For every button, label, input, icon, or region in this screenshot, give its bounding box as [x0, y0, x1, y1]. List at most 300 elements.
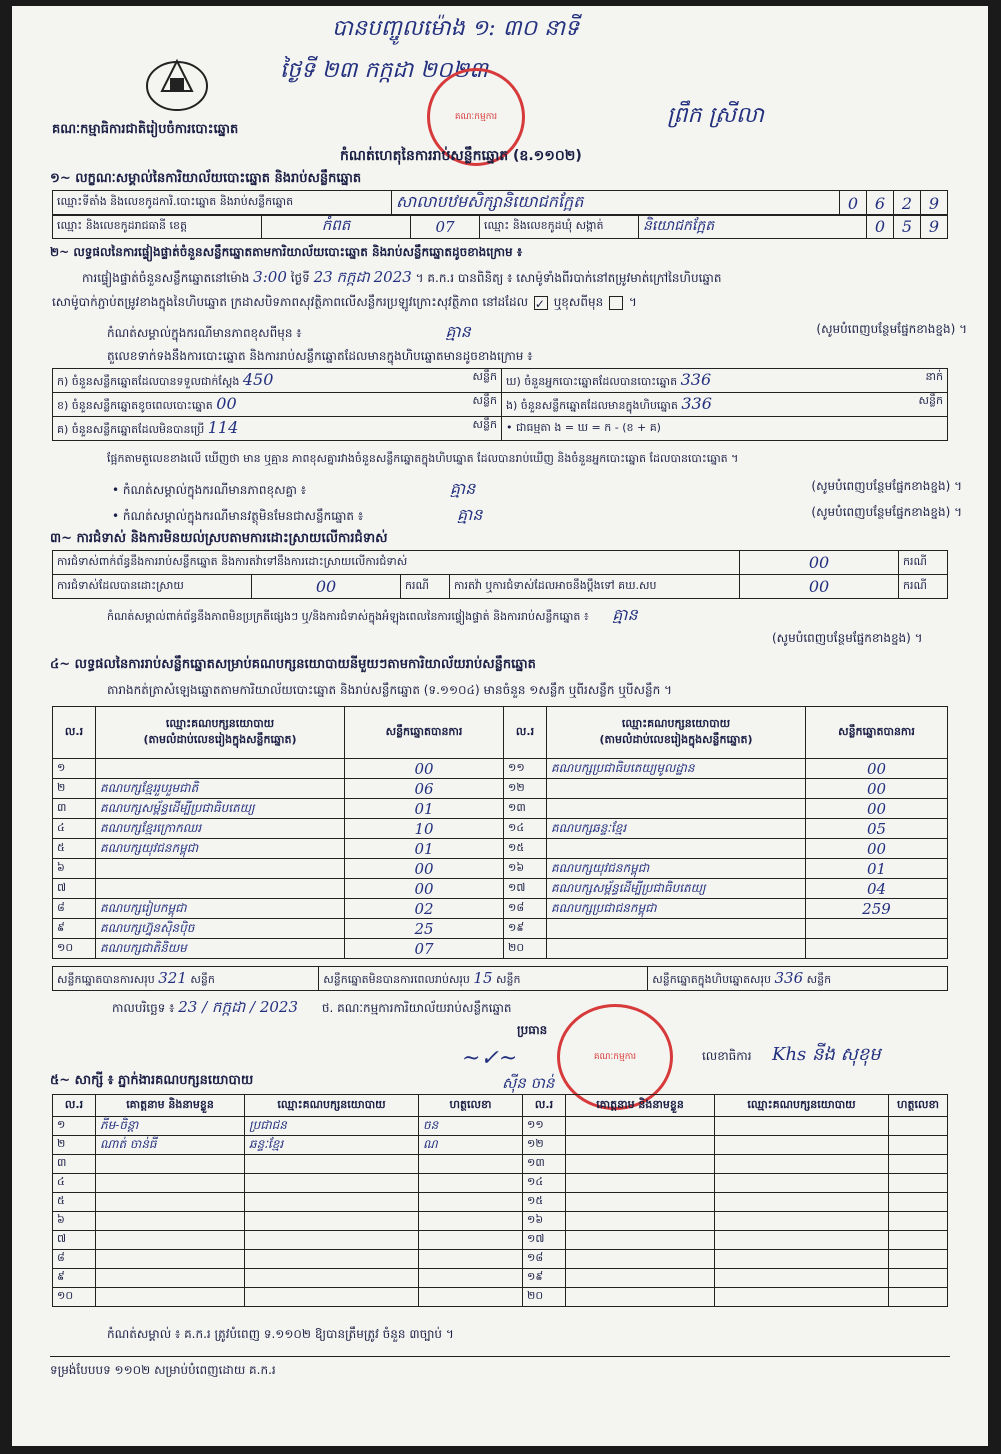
stamp-text: គណៈកម្មការ: [593, 1051, 637, 1062]
witness-sign-cell: [889, 1193, 948, 1212]
party-no-cell: ១៦: [504, 859, 547, 879]
party-no-cell: ១៣: [504, 799, 547, 819]
fill-hint: (សូមបំពេញបន្ថែមផ្នែកខាងខ្នង) ។: [811, 479, 962, 493]
witness-sign-cell: [889, 1212, 948, 1231]
objections-table: [52, 550, 948, 575]
party-votes-cell: 00: [806, 759, 948, 779]
objection-row2-label: ការជំទាស់ដែលបានដោះស្រាយ: [53, 575, 252, 599]
section1-table: [52, 190, 948, 216]
section2-heading: ២~ លទ្ធផលនៃការផ្ទៀងផ្ទាត់ចំនួនសន្លឹកឆ្នោតតាមការិយាល័យបោះឆ្នោត និងរាប់សន្លឹកឆ្នោតដូចខាងក្រោម ៖: [50, 245, 523, 259]
count-ng-value: 336: [681, 394, 712, 413]
witness-party-cell: [715, 1136, 889, 1155]
totals-table: [52, 966, 948, 991]
count-gh-label: ឃ) ចំនួនអ្នកបោះឆ្នោតដែលបានបោះឆ្នោត: [506, 375, 678, 388]
party-votes-cell: 07: [345, 939, 504, 959]
total-valid-label: សន្លឹកឆ្នោតបានការសរុប: [57, 972, 155, 986]
counts-table: [52, 368, 948, 441]
checkbox-different[interactable]: [609, 296, 623, 310]
objection-row2b-value: 00: [740, 575, 899, 599]
bullet-object-line: [112, 504, 962, 528]
party-votes-cell: 00: [806, 839, 948, 859]
witness-name-cell: ណាត់ ចាន់ធី: [96, 1136, 245, 1155]
chair-signature: ~✓~: [462, 1046, 518, 1071]
witness-name-cell: [96, 1231, 245, 1250]
witness-sign-cell: [889, 1269, 948, 1288]
witness-sign-cell: [889, 1155, 948, 1174]
handwritten-entry-date: ថ្ងៃទី ២៣ កក្កដា ២០២៣: [280, 58, 488, 83]
total-invalid: [319, 967, 648, 991]
objection-row2b-label: ការតវ៉ា ឬការជំទាស់ដែលអាចនឹងប្តឹងទៅ គឃ.សប: [450, 575, 740, 599]
row2-label: ឈ្មោះ និងលេខកូដរាជធានី ខេត្ត: [53, 215, 262, 239]
party-no-cell: ៣: [53, 799, 96, 819]
witness-no-cell: ១៥: [523, 1193, 566, 1212]
witness-sign-cell: [419, 1250, 523, 1269]
party-party-cell: គណបក្សហ្វ៊ុនស៊ិនប៉ិច: [96, 919, 345, 939]
seal-text: សោម៉ូបាក់ភ្ជាប់តម្រូវខាងក្នុងនៃហិបឆ្នោត ក្រដាសបិទភាពសុវត្ថិភាពលើសន្លឹករប្រឡូវក្រោះសុវត្ថិភាព នៅដដែល: [52, 295, 529, 309]
seal-line: សោម៉ូបាក់ភ្ជាប់តម្រូវខាងក្នុងនៃហិបឆ្នោត ក្រដាសបិទភាពសុវត្ថិភាពលើសន្លឹករប្រឡូវក្រោះសុវត្ថិភាព នៅដដែល ✓ ឬខុសពីមុន ។: [52, 295, 637, 311]
party-no-cell: ២០: [504, 939, 547, 959]
row1-value: សាលាបឋមសិក្សានិយោជកក្អែត: [392, 191, 840, 216]
witness-name-cell: [96, 1174, 245, 1193]
code-digit: 9: [921, 191, 948, 216]
party-votes-cell: 01: [345, 799, 504, 819]
witness-table: [52, 1094, 948, 1307]
form-footer: ទម្រង់បែបបទ ១១០២ សម្រាប់បំពេញដោយ គ.ក.រ: [50, 1363, 276, 1377]
handwritten-signature-note: ព្រឹក ស្រីលា: [667, 103, 764, 128]
witness-no-cell: ៤: [53, 1174, 96, 1193]
count-kh-unit: សន្លឹក: [472, 394, 497, 407]
province-name: កំពត: [262, 215, 411, 239]
party-row: [53, 919, 948, 939]
witness-party-cell: [715, 1117, 889, 1136]
nec-logo: [142, 46, 212, 112]
count-k: [53, 369, 502, 393]
witness-no-cell: ៧: [53, 1231, 96, 1250]
witness-sign-cell: [889, 1231, 948, 1250]
witness-party-cell: ប្រជាជន: [245, 1117, 419, 1136]
party-no-cell: ១៤: [504, 819, 547, 839]
section3-heading: ៣~ ការជំទាស់ និងការមិនយល់ស្របតាមការដោះស្រាយលើការជំទាស់: [50, 531, 388, 546]
witness-sign-cell: [419, 1155, 523, 1174]
witness-no-cell: ១៧: [523, 1231, 566, 1250]
witness-sign-cell: [889, 1250, 948, 1269]
party-no-cell: ៥: [53, 839, 96, 859]
col-party-sub: (តាមលំដាប់លេខរៀងក្នុងសន្លឹកឆ្នោត): [143, 732, 297, 746]
party-row: [53, 859, 948, 879]
col-party-title: ឈ្មោះគណបក្សនយោបាយ: [165, 716, 275, 730]
col-no: ល.រ: [53, 707, 96, 759]
witness-row: [53, 1193, 948, 1212]
party-no-cell: ៩: [53, 919, 96, 939]
count-k-value: 450: [242, 370, 274, 389]
party-party-cell: គណបក្សរៀបកម្ពុជា: [96, 899, 345, 919]
party-party-cell: គណបក្សសម្ព័ន្ធដើម្បីប្រជាធិបតេយ្យ: [547, 879, 806, 899]
footer-divider: [50, 1356, 950, 1357]
witness-no-cell: ១៨: [523, 1250, 566, 1269]
fill-hint: (សូមបំពេញបន្ថែមផ្នែកខាងខ្នង) ។: [811, 505, 962, 519]
witness-sign-cell: [419, 1269, 523, 1288]
party-votes-cell: 10: [345, 819, 504, 839]
witness-no-cell: ១៤: [523, 1174, 566, 1193]
bullet-diff-label: • កំណត់សម្គាល់ក្នុងករណីមានភាពខុសគ្នា ៖: [112, 483, 307, 497]
count-gh: [502, 369, 948, 393]
check-time-label: ការផ្ទៀងផ្ទាត់ចំនួនសន្លឹកឆ្នោតនៅម៉ោង: [82, 271, 250, 285]
party-no-cell: ១១: [504, 759, 547, 779]
witness-no-cell: ២: [53, 1136, 96, 1155]
witness-party-cell: [715, 1288, 889, 1307]
party-no-cell: ១៥: [504, 839, 547, 859]
party-row: [53, 839, 948, 859]
count-g-label: គ) ចំនួនសន្លឹកឆ្នោតដែលមិនបានប្រើ: [57, 423, 205, 436]
witness-name-cell: [566, 1250, 715, 1269]
unit: សន្លឹក: [806, 972, 832, 986]
unit: សន្លឹក: [190, 972, 215, 986]
check-month: កក្កដា: [336, 268, 370, 286]
witness-no-cell: ៨: [53, 1250, 96, 1269]
commune-label: ឈ្មោះ និងលេខកូដឃុំ សង្កាត់: [480, 215, 639, 239]
witness-name-cell: [566, 1231, 715, 1250]
witness-no-cell: ៩: [53, 1269, 96, 1288]
stamp-text: គណៈកម្មការ: [454, 111, 498, 122]
party-party-cell: គណបក្សប្រជាជនកម្ពុជា: [547, 899, 806, 919]
count-g-unit: សន្លឹក: [472, 418, 497, 431]
party-party-cell: [96, 859, 345, 879]
party-no-cell: ១២: [504, 779, 547, 799]
witness-no-cell: ៣: [53, 1155, 96, 1174]
checkbox-same[interactable]: ✓: [534, 296, 548, 310]
witness-name-cell: [96, 1250, 245, 1269]
fill-hint: (សូមបំពេញបន្ថែមផ្នែកខាងខ្នង) ។: [816, 322, 967, 336]
objection-row2b-unit: ករណី: [899, 575, 948, 599]
objection-row1-label: ការជំទាស់ពាក់ព័ន្ធនឹងការរាប់សន្លឹកឆ្នោត និងការតវ៉ាទៅនឹងការដោះស្រាយលើការជំទាស់: [53, 551, 740, 575]
count-kh: [53, 393, 502, 417]
party-votes-cell: 00: [345, 879, 504, 899]
party-no-cell: ១០: [53, 939, 96, 959]
party-row: [53, 899, 948, 919]
witness-party-cell: [715, 1269, 889, 1288]
witness-no-cell: ១៣: [523, 1155, 566, 1174]
witness-sign-cell: [419, 1212, 523, 1231]
count-ng: [502, 393, 948, 417]
table-intro: តួលេខទាក់ទងនឹងការបោះឆ្នោត និងការរាប់សន្លឹកឆ្នោតដែលមានក្នុងហិបឆ្នោតមានដូចខាងក្រោម ៖: [107, 349, 533, 363]
col-party: ឈ្មោះគណបក្សនយោបាយ: [245, 1095, 419, 1117]
total-box: [648, 967, 948, 991]
col-sign: ហត្ថលេខា: [419, 1095, 523, 1117]
party-party-cell: គណបក្សខ្មែរក្រោកឈរ: [96, 819, 345, 839]
party-party-cell: គណបក្សខ្មែររួបរួមជាតិ: [96, 779, 345, 799]
witness-sign-cell: [889, 1136, 948, 1155]
party-party-cell: [547, 799, 806, 819]
witness-party-cell: [245, 1212, 419, 1231]
section1-heading: ១~ លក្ខណៈសម្គាល់នៃការិយាល័យបោះឆ្នោត និងរាប់សន្លឹកឆ្នោត: [50, 171, 362, 186]
party-row: [53, 939, 948, 959]
witness-party-cell: [245, 1231, 419, 1250]
witness-party-cell: [245, 1250, 419, 1269]
col-party: ឈ្មោះគណបក្សនយោបាយ: [715, 1095, 889, 1117]
objection-note-value: គ្មាន: [612, 605, 638, 624]
check-time: 3:00: [253, 268, 287, 286]
bullet-object-label: • កំណត់សម្គាល់ក្នុងករណីមានវត្ថុមិនមែនជាសន្លឹកឆ្នោត ៖: [112, 509, 364, 523]
witness-row: [53, 1136, 948, 1155]
count-k-unit: សន្លឹក: [472, 370, 497, 383]
witness-name-cell: [566, 1136, 715, 1155]
chair-label: ប្រធាន: [517, 1023, 548, 1037]
count-kh-value: 00: [216, 394, 237, 413]
count-ng-label: ង) ចំនួនសន្លឹកឆ្នោតដែលមានក្នុងហិបឆ្នោត: [506, 399, 678, 412]
bullet-diff-line: [112, 478, 962, 502]
party-no-cell: ៧: [53, 879, 96, 899]
witness-party-cell: [245, 1174, 419, 1193]
witness-name-cell: [96, 1288, 245, 1307]
count-k-label: ក) ចំនួនសន្លឹកឆ្នោតដែលបានទទួលជាក់ស្តែង: [57, 375, 240, 388]
code-digit: 9: [921, 215, 948, 239]
witness-name-cell: [96, 1269, 245, 1288]
count-g-value: 114: [207, 418, 239, 437]
witness-name-cell: [566, 1288, 715, 1307]
party-votes-cell: 04: [806, 879, 948, 899]
witness-row: [53, 1117, 948, 1136]
count-ng-unit: សន្លឹក: [918, 394, 943, 407]
party-party-cell: [547, 939, 806, 959]
party-votes-cell: 05: [806, 819, 948, 839]
different-label: ឬខុសពីមុន: [553, 295, 604, 309]
province-code: 07: [411, 215, 480, 239]
col-party-title: ឈ្មោះគណបក្សនយោបាយ: [621, 716, 731, 730]
date-line: [112, 998, 512, 1020]
witness-party-cell: [715, 1212, 889, 1231]
witness-row: [53, 1231, 948, 1250]
org-name: គណៈកម្មាធិការជាតិរៀបចំការបោះឆ្នោត: [52, 122, 239, 137]
witness-name-cell: [566, 1117, 715, 1136]
date-label: កាលបរិច្ឆេទ ៖: [112, 1001, 175, 1015]
objection-row1-value: 00: [740, 551, 899, 575]
party-party-cell: គណបក្សឆន្ទៈខ្មែរ: [547, 819, 806, 839]
party-votes-cell: [806, 919, 948, 939]
total-invalid-value: 15: [473, 968, 493, 987]
witness-row: [53, 1155, 948, 1174]
secretary-signature: Khs នីង សុខុម: [772, 1044, 881, 1065]
day-label: ថ្ងៃទី: [290, 271, 310, 285]
unit: សន្លឹក: [496, 972, 521, 986]
witness-party-cell: [715, 1174, 889, 1193]
bullet-object-value: គ្មាន: [456, 505, 483, 524]
objection-note-line: [107, 604, 638, 628]
party-party-cell: [547, 779, 806, 799]
party-row: [53, 819, 948, 839]
witness-party-cell: [715, 1193, 889, 1212]
witness-party-cell: [715, 1155, 889, 1174]
total-valid-value: 321: [158, 968, 187, 987]
witness-party-cell: [245, 1288, 419, 1307]
party-votes-cell: [806, 939, 948, 959]
document-page: [12, 6, 988, 1446]
handwritten-entry-time: បានបញ្ចូលម៉ោង ១: ៣០ នាទី: [332, 16, 579, 41]
party-party-cell: គណបក្សសម្ព័ន្ធដើម្បីប្រជាធិបតេយ្យ: [96, 799, 345, 819]
witness-row: [53, 1212, 948, 1231]
count-gh-value: 336: [680, 370, 712, 389]
party-votes-cell: 00: [345, 759, 504, 779]
objections-table-row2: [52, 574, 948, 599]
party-party-cell: គណបក្សយុវជនកម្ពុជា: [547, 859, 806, 879]
diff-note-label: កំណត់សម្គាល់ក្នុងករណីមានភាពខុសពីមុន ៖: [107, 326, 302, 340]
witness-sign-cell: ចន: [419, 1117, 523, 1136]
count-kh-label: ខ) ចំនួនសន្លឹកឆ្នោតខូចពេលបោះឆ្នោត: [57, 399, 213, 412]
witness-party-cell: [715, 1231, 889, 1250]
row1-label: ឈ្មោះទីតាំង និងលេខកូដការិ.បោះឆ្នោត និងរាប់សន្លឹកឆ្នោត: [53, 191, 392, 216]
committee-label: ថ. គណៈកម្មការការិយាល័យរាប់សន្លឹកឆ្នោត: [321, 1001, 512, 1015]
witness-sign-cell: [889, 1174, 948, 1193]
date-value: 23 / កក្កដា / 2023: [178, 998, 299, 1016]
diff-note-line: [107, 321, 967, 345]
total-box-label: សន្លឹកឆ្នោតក្នុងហិបឆ្នោតសរុប: [652, 972, 771, 986]
bullet-diff-value: គ្មាន: [449, 479, 476, 498]
count-gh-unit: នាក់: [925, 370, 943, 383]
witness-row: [53, 1269, 948, 1288]
party-votes-cell: 00: [806, 799, 948, 819]
col-party-sub: (តាមលំដាប់លេខរៀងក្នុងសន្លឹកឆ្នោត): [599, 732, 753, 746]
witness-party-cell: [715, 1250, 889, 1269]
code-digit: 2: [894, 191, 921, 216]
party-party-cell: គណបក្សប្រជាធិបតេយ្យមូលដ្ឋាន: [547, 759, 806, 779]
col-party: [547, 707, 806, 759]
count-g: [53, 417, 502, 441]
witness-party-cell: ឆន្ទៈខ្មែរ: [245, 1136, 419, 1155]
party-votes-cell: 01: [806, 859, 948, 879]
section1-table-row2: [52, 214, 948, 239]
witness-no-cell: ១: [53, 1117, 96, 1136]
witness-row: [53, 1174, 948, 1193]
witness-sign-cell: [889, 1117, 948, 1136]
witness-party-cell: [245, 1269, 419, 1288]
col-no: ល.រ: [504, 707, 547, 759]
tally-sheet-line: តារាងកត់ត្រាសំឡេងឆ្នោតតាមការិយាល័យបោះឆ្នោត និងរាប់សន្លឹកឆ្នោត (ទ.១១០៤) មានចំនួន ១សន្លឹក ឬពីរសន្លឹក ឬបីសន្លឹក ។: [107, 683, 672, 697]
col-sign: ហត្ថលេខា: [889, 1095, 948, 1117]
witness-no-cell: ២០: [523, 1288, 566, 1307]
code-digit: 0: [840, 191, 867, 216]
witness-no-cell: ៦: [53, 1212, 96, 1231]
footnote: កំណត់សម្គាល់ ៖ គ.ក.រ ត្រូវបំពេញ ទ.១១០២ ឱ្យបានត្រឹមត្រូវ ចំនួន ៣ច្បាប់ ។: [107, 1327, 454, 1341]
witness-party-cell: [245, 1193, 419, 1212]
party-no-cell: ៦: [53, 859, 96, 879]
party-votes-cell: 259: [806, 899, 948, 919]
party-party-cell: [96, 879, 345, 899]
witness-no-cell: ១០: [53, 1288, 96, 1307]
witness-sign-cell: [419, 1288, 523, 1307]
witness-sign-cell: [419, 1174, 523, 1193]
witness-name-cell: [566, 1269, 715, 1288]
party-party-cell: គណបក្សជាតិនិយម: [96, 939, 345, 959]
witness-sign-cell: [889, 1288, 948, 1307]
col-votes: សន្លឹកឆ្នោតបានការ: [806, 707, 948, 759]
party-no-cell: ១៧: [504, 879, 547, 899]
party-votes-cell: 00: [345, 859, 504, 879]
party-votes-cell: 25: [345, 919, 504, 939]
objection-row2-unit: ករណី: [401, 575, 450, 599]
objection-row1-unit: ករណី: [899, 551, 948, 575]
formula: • ជាធម្មតា ង = ឃ = ក - (ខ + គ): [502, 417, 948, 441]
party-row: [53, 779, 948, 799]
party-row: [53, 879, 948, 899]
witness-no-cell: ១២: [523, 1136, 566, 1155]
section4-heading: ៤~ លទ្ធផលនៃការរាប់សន្លឹកឆ្នោតសម្រាប់គណបក្សនយោបាយនីមួយៗតាមការិយាល័យរាប់សន្លឹកឆ្នោត: [50, 657, 536, 672]
witness-row: [53, 1250, 948, 1269]
party-no-cell: ១៩: [504, 919, 547, 939]
witness-name-cell: [96, 1155, 245, 1174]
witness-name-cell: [566, 1212, 715, 1231]
col-votes: សន្លឹកឆ្នោតបានការ: [345, 707, 504, 759]
party-row: [53, 759, 948, 779]
witness-no-cell: ១៦: [523, 1212, 566, 1231]
diff-note-value: គ្មាន: [445, 322, 471, 341]
witness-no-cell: ១៩: [523, 1269, 566, 1288]
witness-name-cell: [96, 1193, 245, 1212]
party-no-cell: ៨: [53, 899, 96, 919]
witness-name-cell: ភីម-ចិន្តា: [96, 1117, 245, 1136]
witness-row: [53, 1288, 948, 1307]
fill-hint: (សូមបំពេញបន្ថែមផ្នែកខាងខ្នង) ។: [772, 631, 923, 645]
difference-paragraph: ផ្អែកតាមតួលេខខាងលើ ឃើញថា មាន ឬគ្មាន ភាពខុសគ្នារវាងចំនួនសន្លឹកឆ្នោតក្នុងហិបឆ្នោត ដែលបានរាប់ឃើញ និងចំនួនអ្នកបោះឆ្នោត ដែលបានបោះឆ្នោត ។: [107, 452, 739, 465]
code-digit: 6: [867, 191, 894, 216]
witness-no-cell: ៥: [53, 1193, 96, 1212]
check-day: 23: [313, 268, 333, 286]
witness-no-cell: ១១: [523, 1117, 566, 1136]
check-time-line: [82, 268, 721, 290]
commune-name: និយោជកក្អែត: [639, 215, 867, 239]
check-text: ។ គ.ក.រ បានពិនិត្យ ៖ សោម៉ូទាំងពីរបាក់នៅតម្រូវមាត់ក្រៅនៃហិបឆ្នោត: [415, 271, 722, 285]
witness-sign-cell: [419, 1231, 523, 1250]
chair-name: ស៊ីន ចាន់: [502, 1074, 555, 1092]
witness-sign-cell: [419, 1193, 523, 1212]
total-valid: [53, 967, 319, 991]
check-year: 2023: [373, 268, 412, 286]
party-party-cell: [96, 759, 345, 779]
col-no: ល.រ: [53, 1095, 96, 1117]
witness-sign-cell: ណ: [419, 1136, 523, 1155]
party-no-cell: ១៨: [504, 899, 547, 919]
party-no-cell: ៤: [53, 819, 96, 839]
party-results-table: [52, 706, 948, 959]
total-box-value: 336: [774, 968, 804, 987]
document-title: កំណត់ហេតុនៃការរាប់សន្លឹកឆ្នោត (ឧ.១១០២): [340, 148, 582, 164]
section5-heading: ៥~ សាក្សី ៖ ភ្នាក់ងារគណបក្សនយោបាយ: [50, 1073, 254, 1088]
party-votes-cell: 06: [345, 779, 504, 799]
total-invalid-label: សន្លឹកឆ្នោតមិនបានការពេលរាប់សរុប: [323, 972, 470, 986]
col-no: ល.រ: [523, 1095, 566, 1117]
witness-party-cell: [245, 1155, 419, 1174]
party-row: [53, 799, 948, 819]
col-name: គោត្តនាម និងនាមខ្លួន: [96, 1095, 245, 1117]
party-votes-cell: 00: [806, 779, 948, 799]
col-party: [96, 707, 345, 759]
witness-name-cell: [96, 1212, 245, 1231]
witness-name-cell: [566, 1174, 715, 1193]
code-digit: 0: [867, 215, 894, 239]
party-votes-cell: 01: [345, 839, 504, 859]
secretary-label: លេខាធិការ: [702, 1049, 752, 1063]
objection-note-label: កំណត់សម្គាល់ពាក់ព័ន្ធនឹងភាពមិនប្រក្រតីផ្សេងៗ ឬ/និងការជំទាស់ក្នុងអំឡុងពេលនៃការផ្ទៀងផ្ទាត់ និងការរាប់សន្លឹកឆ្នោត ៖: [107, 610, 589, 623]
party-party-cell: [547, 919, 806, 939]
code-digit: 5: [894, 215, 921, 239]
party-votes-cell: 02: [345, 899, 504, 919]
party-party-cell: [547, 839, 806, 859]
witness-name-cell: [566, 1193, 715, 1212]
party-no-cell: ១: [53, 759, 96, 779]
col-name: គោត្តនាម និងនាមខ្លួន: [566, 1095, 715, 1117]
witness-name-cell: [566, 1155, 715, 1174]
objection-row2-value: 00: [252, 575, 401, 599]
party-party-cell: គណបក្សយុវជនកម្ពុជា: [96, 839, 345, 859]
party-no-cell: ២: [53, 779, 96, 799]
